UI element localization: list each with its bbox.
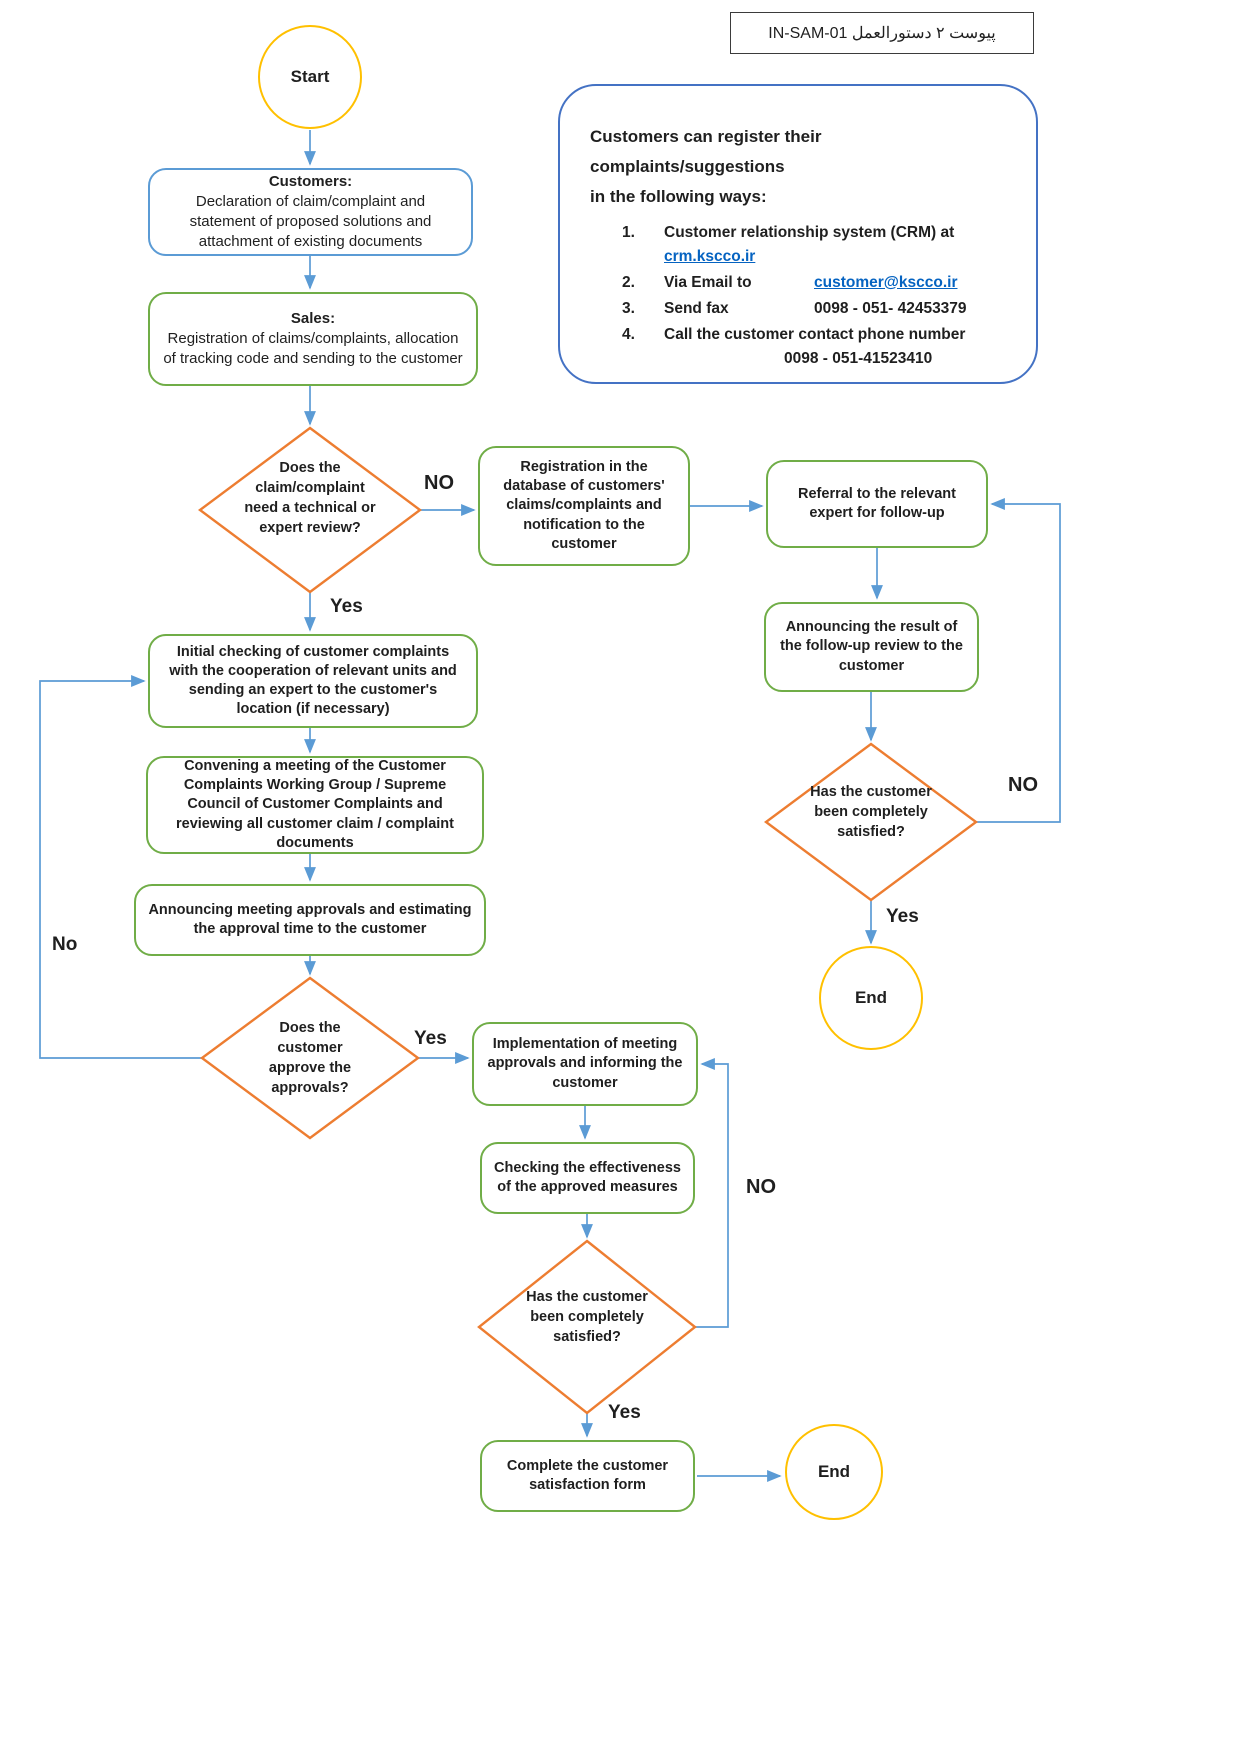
label-d2-yes: Yes [886, 906, 919, 927]
edge-d3-initialcheck-no-loop [40, 681, 202, 1058]
start-terminator: Start [258, 25, 362, 129]
process-initial-checking: Initial checking of customer complaints with the cooperation of relevant units and sending an expert to the customer's location (if necessary) [148, 634, 478, 728]
registration-channels-panel [558, 84, 1038, 384]
process-complete-satisfaction-form: Complete the customer satisfaction form [480, 1440, 695, 1512]
process-convening-meeting: Convening a meeting of the Customer Complaints Working Group / Supreme Council of Customer Complaints and reviewing all customer claim / complaint documents [146, 756, 484, 854]
label-d4-no: NO [746, 1176, 776, 1198]
channel-list [590, 221, 1012, 370]
process-announce-approvals: Announcing meeting approvals and estimating the approval time to the customer [134, 884, 486, 956]
label-d3-yes: Yes [414, 1028, 447, 1049]
channel-item-email: 2. Via Email to customer@kscco.ir [622, 271, 1012, 294]
phone-number: 0098 - 051-41523410 [784, 349, 933, 367]
process-database-registration: Registration in the database of customers' claims/complaints and notification to the customer [478, 446, 690, 566]
process-customers-declaration: Customers: Declaration of claim/complaint and statement of proposed solutions and attachment of existing documents [148, 168, 473, 256]
label-d1-no: NO [424, 472, 454, 494]
process-sales-registration: Sales: Registration of claims/complaints, allocation of tracking code and sending to the customer [148, 292, 478, 386]
end-terminator-bottom: End [785, 1424, 883, 1520]
label-d3-no: No [52, 934, 78, 955]
email-link[interactable]: customer@kscco.ir [814, 273, 958, 291]
end-terminator-right: End [819, 946, 923, 1050]
channel-item-fax: 3. Send fax 0098 - 051- 42453379 [622, 297, 1012, 320]
process-announce-followup-result: Announcing the result of the follow-up review to the customer [764, 602, 979, 692]
process-implementation: Implementation of meeting approvals and informing the customer [472, 1022, 698, 1106]
panel-heading: Customers can register their complaints/suggestions in the following ways: [590, 127, 822, 206]
channel-item-crm: 1. Customer relationship system (CRM) at crm.kscco.ir [622, 224, 955, 265]
label-d2-no: NO [1008, 774, 1038, 796]
crm-link[interactable]: crm.kscco.ir [664, 247, 756, 265]
label-d4-yes: Yes [608, 1402, 641, 1423]
decision-approve-approvals-label: Does the customer approve the approvals? [268, 1020, 352, 1096]
doc-reference-text: پیوست ۲ دستورالعمل IN-SAM-01 [768, 25, 996, 42]
process-check-effectiveness: Checking the effectiveness of the approved measures [480, 1142, 695, 1214]
decision-customer-satisfied-right-label: Has the customer been completely satisfied? [810, 784, 932, 840]
decision-technical-review-label: Does the claim/complaint need a technical or expert review? [244, 460, 376, 536]
edge-d4-implementation-no-loop [695, 1064, 728, 1327]
decision-customer-satisfied-bottom-label: Has the customer been completely satisfied? [526, 1289, 648, 1345]
process-referral-expert: Referral to the relevant expert for follow-up [766, 460, 988, 548]
label-d1-yes: Yes [330, 596, 363, 617]
fax-number: 0098 - 051- 42453379 [814, 300, 967, 317]
doc-reference-box [730, 12, 1034, 54]
channel-item-phone: 4. Call the customer contact phone number 0098 - 051-41523410 [622, 326, 966, 367]
